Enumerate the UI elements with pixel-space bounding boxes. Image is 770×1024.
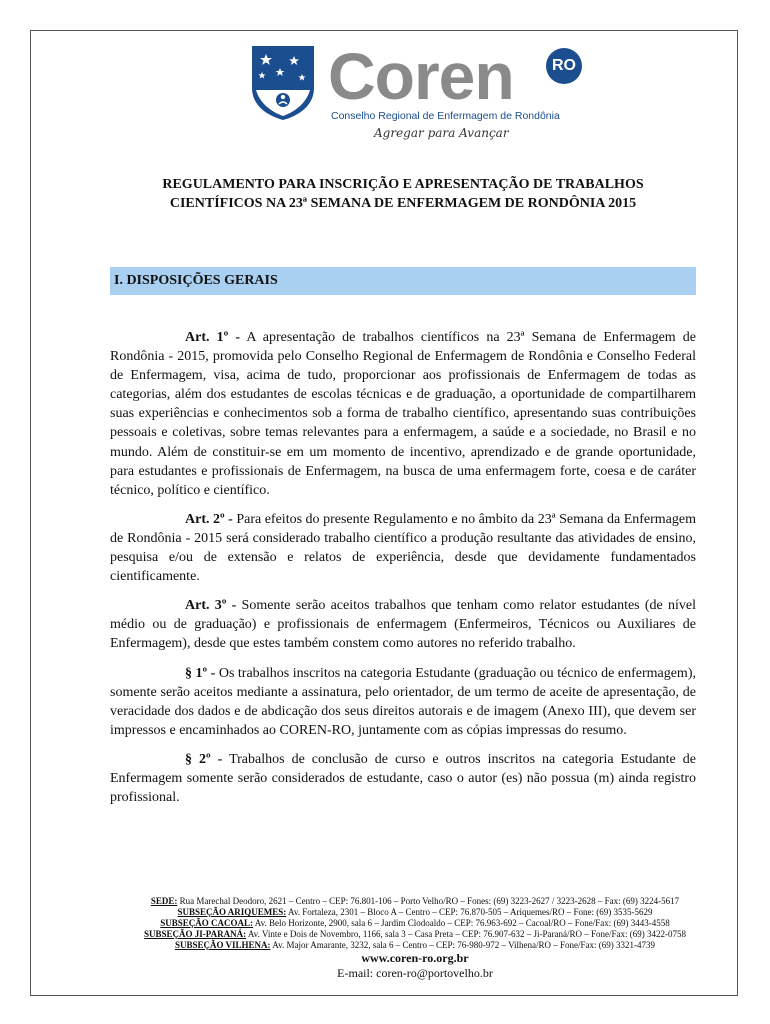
footer-address-label: SUBSEÇÃO CACOAL: bbox=[160, 918, 254, 928]
ro-badge: RO bbox=[546, 48, 582, 84]
footer-address-line bbox=[108, 929, 722, 940]
article-paragraph bbox=[110, 664, 696, 740]
coren-logo bbox=[250, 39, 590, 144]
article-label: Art. 3º - bbox=[185, 598, 237, 614]
document-title bbox=[110, 175, 696, 213]
brand-slogan: Agregar para Avançar bbox=[374, 126, 509, 140]
article-paragraph bbox=[110, 328, 696, 500]
footer-address-text: Av. Fortaleza, 2301 – Bloco A – Centro – CEP: 76.870-505 – Ariquemes/RO – Fone: (69) 3535-5629 bbox=[286, 907, 653, 917]
footer-address-label: SEDE: bbox=[150, 896, 178, 906]
brand-subtitle: Conselho Regional de Enfermagem de Rondônia bbox=[331, 110, 560, 122]
footer-address-line bbox=[108, 940, 722, 951]
article-text: Para efeitos do presente Regulamento e no âmbito da 23ª Semana da Enfermagem de Rondônia - 2015 será considerado trabalho científico a produção resultante das atividades de ensino, pesquisa e/ou de extensão e relatos de experiência, desde que devidamente fundamentados cientificamente. bbox=[110, 511, 696, 585]
footer-address-text: Av. Belo Horizonte, 2900, sala 6 – Jardim Clodoaldo – CEP: 76.963-692 – Cacoal/RO – Fone/Fax: (69) 3443-4558 bbox=[253, 918, 670, 928]
brand-wordmark: Coren bbox=[328, 39, 514, 113]
footer-address-text: Rua Marechal Deodoro, 2621 – Centro – CEP: 76.801-106 – Porto Velho/RO – Fones: (69) 3223-2627 / 3223-2628 – Fax: (69) 3224-5617 bbox=[177, 896, 680, 906]
page-footer bbox=[108, 896, 722, 981]
footer-email[interactable]: E-mail: coren-ro@portovelho.br bbox=[337, 966, 493, 980]
footer-address-text: Av. Major Amarante, 3232, sala 6 – Centro – CEP: 76-980-972 – Vilhena/RO – Fone/Fax: (69) 3321-4739 bbox=[270, 940, 656, 950]
article-text: A apresentação de trabalhos científicos na 23ª Semana de Enfermagem de Rondônia - 2015, promovida pelo Conselho Regional de Enfermagem de Rondônia e Conselho Federal de Enfermagem, visa, acima de tudo, proporcionar aos profissionais de Enfermagem de todas as categorias, além dos estudantes de escolas técnicas e de graduação, a oportunidade de compartilharem suas experiências e conhecimentos sob a forma de trabalho científico, apresentando suas contribuições pessoais e coletivas, sobre temas relevantes para a enfermagem, a saúde e a sociedade, no Brasil e no mundo. Além de constituir-se em um momento de incentivo, aprendizado e de grande oportunidade, para estudantes e profissionais de Enfermagem, na busca de uma enfermagem forte, coesa e de caráter técnico, político e científico. bbox=[110, 330, 696, 498]
article-paragraph bbox=[110, 750, 696, 807]
title-line-2: CIENTÍFICOS NA 23ª SEMANA DE ENFERMAGEM DE RONDÔNIA 2015 bbox=[169, 196, 637, 211]
article-paragraph bbox=[110, 596, 696, 653]
article-text: Trabalhos de conclusão de curso e outros inscritos na categoria Estudante de Enfermagem somente serão considerados de estudante, caso o autor (es) não possua (m) ainda registro profissional. bbox=[110, 751, 696, 806]
footer-address-line bbox=[108, 896, 722, 907]
article-label: § 1º - bbox=[185, 665, 216, 681]
document-body bbox=[110, 328, 696, 817]
article-label: Art. 1º - bbox=[185, 330, 240, 345]
article-label: § 2º - bbox=[185, 751, 223, 767]
article-label: Art. 2º - bbox=[185, 511, 233, 527]
article-text: Os trabalhos inscritos na categoria Estudante (graduação ou técnico de enfermagem), somente serão aceitos mediante a assinatura, pelo orientador, de um termo de aceite de apresentação, de veracidade dos dados e de abdicação dos seus direitos autorais e de imagem (Anexo III), que devem ser impressos e encaminhados ao COREN-RO, juntamente com as cópias impressas do resumo. bbox=[110, 665, 696, 738]
footer-address-label: SUBSEÇÃO JI-PARANÁ: bbox=[144, 929, 247, 939]
article-text: Somente serão aceitos trabalhos que tenham como relator estudantes (de nível médio ou de graduação) e profissionais de enfermagem (Enfermeiros, Técnicos ou Auxiliares de Enfermagem), desde que estes também constem como autores no referido trabalho. bbox=[110, 598, 696, 652]
footer-address-label: SUBSEÇÃO ARIQUEMES: bbox=[177, 907, 287, 917]
footer-address-line bbox=[108, 907, 722, 918]
footer-address-label: SUBSEÇÃO VILHENA: bbox=[174, 940, 271, 950]
title-line-1: REGULAMENTO PARA INSCRIÇÃO E APRESENTAÇÃO DE TRABALHOS bbox=[162, 177, 644, 192]
footer-address-text: Av. Vinte e Dois de Novembro, 1166, sala 3 – Casa Preta – CEP: 76.907-632 – Ji-Paraná/RO – Fone/Fax: (69) 3422-0758 bbox=[246, 929, 686, 939]
article-paragraph bbox=[110, 510, 696, 586]
shield-emblem-icon bbox=[250, 44, 316, 122]
section-heading-bar bbox=[110, 267, 696, 295]
footer-address-line bbox=[108, 918, 722, 929]
section-heading: I. DISPOSIÇÕES GERAIS bbox=[114, 273, 278, 288]
footer-website-link[interactable]: www.coren-ro.org.br bbox=[361, 951, 469, 965]
